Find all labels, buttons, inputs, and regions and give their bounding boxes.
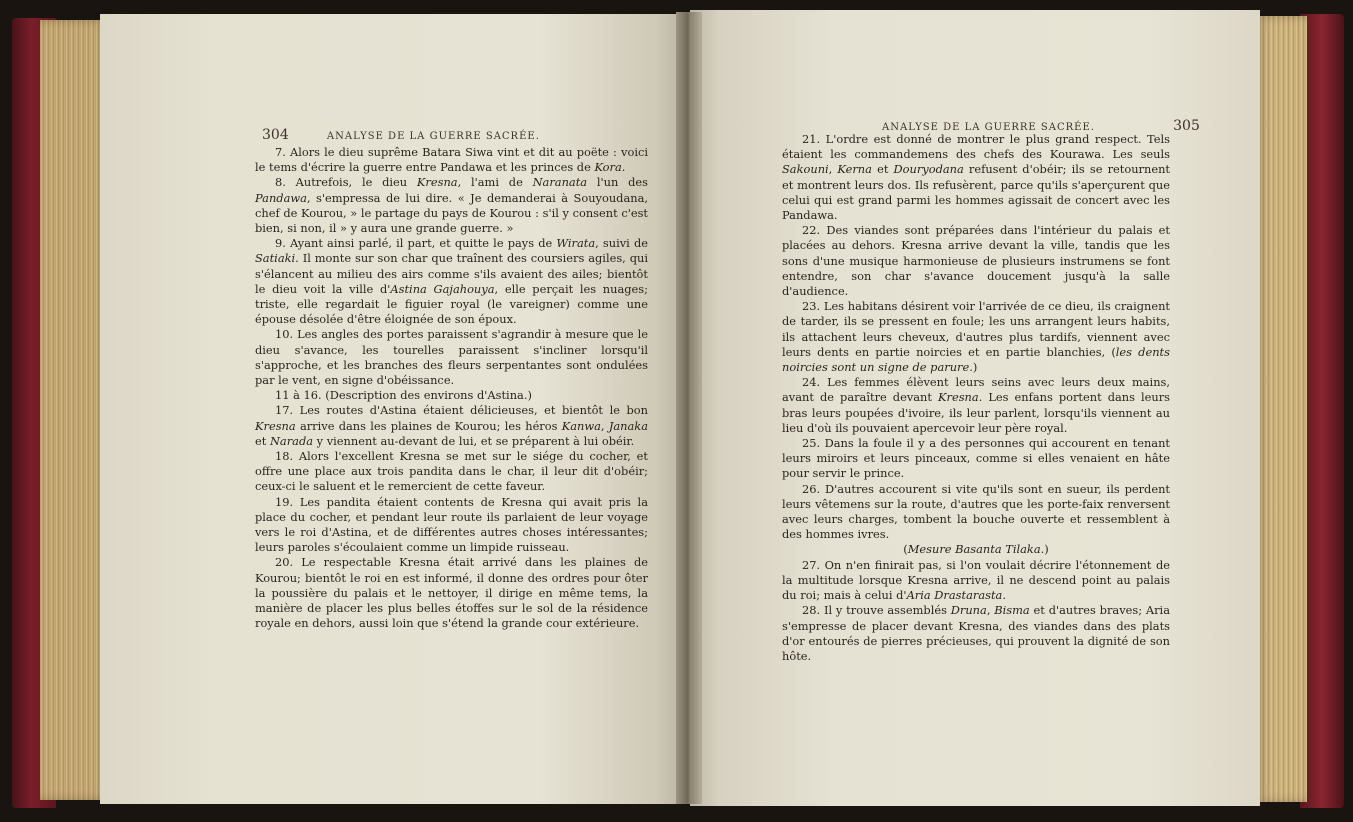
left-paragraph: 8. Autrefois, le dieu Kresna, l'ami de Naranata l'un des Pandawa, s'empressa de lui dire. « Je demanderai à Souyoudana, chef de Kourou, » le partage du pays de Kourou : s'il y consent c'est bien, si non, il » y aura une grande guerre. » — [255, 175, 648, 236]
right-paragraph: 24. Les femmes élèvent leurs seins avec leurs deux mains, avant de paraître devant Kresna. Les enfans portent dans leurs bras leurs poupées d'ivoire, ils leur parlent, lorsqu'ils viennent au lieu d'où ils pouvaient apercevoir leur père royal. — [782, 375, 1171, 435]
right-paragraph: 27. On n'en finirait pas, si l'on voulait décrire l'étonnement de la multitude lorsque Kresna arrive, il ne descend point au palais du roi; mais à celui d'Aria Drastarasta. — [782, 557, 1170, 603]
right-page-number: 305 — [1173, 118, 1200, 134]
right-paragraph: (Mesure Basanta Tilaka.) — [903, 542, 1049, 557]
left-paragraph: 20. Le respectable Kresna était arrivé dans les plaines de Kourou; bientôt le roi en est informé, il donne des ordres pour ôter la poussière du palais et le nettoyer, il dirige en même tems, la manière de placer les plus belles étoffes sur le sol de la résidence royale en dehors, aussi loin que s'étend la grande cour extérieure. — [255, 555, 648, 631]
left-paragraph: 10. Les angles des portes paraissent s'agrandir à mesure que le dieu s'avance, les tourelles paraissent s'incliner lorsqu'il s'approche, et les branches des fleurs serpentantes sont ondulées par le vent, en signe d'obéissance. — [255, 327, 648, 388]
left-paragraph: 9. Ayant ainsi parlé, il part, et quitte le pays de Wirata, suivi de Satiaki. Il monte sur son char que traînent des coursiers agiles, qui s'élancent au milieu des airs comme s'ils avaient des ailes; bientôt le dieu voit la ville d'Astina Gajahouya, elle perçait les nuages; triste, elle regardait le figuier royal (le vareigner) comme une épouse désolée d'être éloignée de son époux. — [255, 236, 648, 327]
right-paragraph: 23. Les habitans désirent voir l'arrivée de ce dieu, ils craignent de tarder, ils se pressent en foule; les uns arrangent leurs habits, ils attachent leurs cheveux, d'autres plus tardifs, viennent avec leurs dents en partie noircies et en partie blanchies, (les dents noircies sont un signe de parure.) — [782, 299, 1170, 375]
left-paragraph: 7. Alors le dieu suprême Batara Siwa vint et dit au poëte : voici le tems d'écrire la guerre entre Pandawa et les princes de Kora. — [255, 145, 648, 175]
left-paragraph: 19. Les pandita étaient contents de Kresna qui avait pris la place du cocher, et pendant leur route ils parlaient de leur voyage vers le roi d'Astina, et de différentes autres choses intéressantes; leurs paroles s'écoulaient comme un limpide ruisseau. — [255, 494, 648, 555]
right-running-head: ANALYSE DE LA GUERRE SACRÉE. — [882, 122, 1095, 133]
right-paragraph: 28. Il y trouve assemblés Druna, Bisma et d'autres braves; Aria s'empresse de placer devant Kresna, des viandes dans des plats d'or entourés de pierres précieuses, qui prouvent la dignité de son hôte. — [782, 603, 1170, 663]
left-page-number: 304 — [262, 127, 289, 143]
book-gutter — [676, 12, 702, 804]
left-paragraph: 18. Alors l'excellent Kresna se met sur le siége du cocher, et offre une place aux trois pandita dans le char, il leur dit d'obéir; ceux-ci le saluent et le remercient de cette faveur. — [255, 449, 648, 494]
left-paragraph: 11 à 16. (Description des environs d'Astina.) — [275, 388, 532, 403]
left-running-head: ANALYSE DE LA GUERRE SACRÉE. — [326, 131, 540, 142]
left-paragraph: 17. Les routes d'Astina étaient délicieuses, et bientôt le bon Kresna arrive dans les plaines de Kourou; les héros Kanwa, Janaka et Narada y viennent au-devant de lui, et se préparent à lui obéir. — [255, 403, 648, 448]
right-paragraph: 22. Des viandes sont préparées dans l'intérieur du palais et placées au dehors. Kresna arrive devant la ville, tandis que les sons d'une musique harmonieuse de plusieurs instrumens se font entendre, son char s'avance doucement jusqu'à la salle d'audience. — [782, 223, 1170, 299]
right-paragraph: 26. D'autres accourent si vite qu'ils sont en sueur, ils perdent leurs vêtemens sur la route, d'autres que les porte-faix renversent avec leurs charges, tombent la bouche ouverte et ressemblent à des hommes ivres. — [782, 481, 1170, 542]
left-page-text — [255, 145, 648, 632]
page-edges-right — [1255, 16, 1307, 802]
left-page-header — [254, 127, 540, 143]
right-paragraph: 21. L'ordre est donné de montrer le plus grand respect. Tels étaient les commandemens des chefs des Kourawa. Les seuls Sakouni, Kerna et Douryodana refusent d'obéir; ils se retournent et montrent leurs dos. Ils refusèrent, parce qu'ils s'aperçurent que celui qui est grand parmi les hommes agissait de concert avec les Pandawa. — [782, 132, 1170, 223]
right-page-text — [782, 132, 1170, 664]
right-paragraph: 25. Dans la foule il y a des personnes qui accourent en tenant leurs miroirs et leurs pinceaux, comme si elles venaient en hâte pour servir le prince. — [782, 436, 1170, 481]
